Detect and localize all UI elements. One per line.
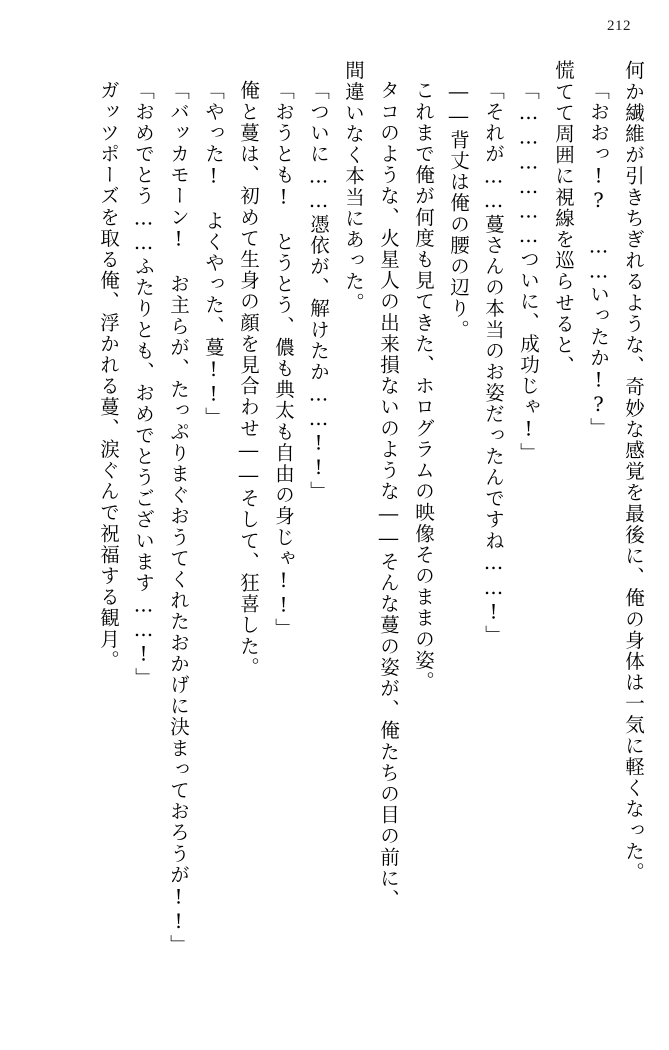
text-column: 「おめでとう……ふたりとも、おめでとうございます……!」 xyxy=(132,80,155,689)
text-column: 「………………ついに、成功じゃ!」 xyxy=(517,80,540,464)
text-column: 「おおっ!? ……いったか!?」 xyxy=(587,80,610,439)
text-column: 間違いなく本当にあった。 xyxy=(342,60,365,314)
vertical-body-text xyxy=(30,60,643,1014)
text-column: 「それが……蔓さんの本当のお姿だったんですね……!」 xyxy=(482,80,505,647)
text-column: これまで俺が何度も見てきた、ホログラムの映像そのままの姿。 xyxy=(412,80,435,692)
text-column: ガッツポーズを取る俺、浮かれる蔓、涙ぐんで祝福する観月。 xyxy=(97,80,120,671)
text-column: ――背丈は俺の腰の辺り。 xyxy=(447,80,470,341)
page-number: 212 xyxy=(607,18,631,34)
text-column: 何か繊維が引きちぎれるような、奇妙な感覚を最後に、俺の身体は一気に軽くなった。 xyxy=(622,60,645,883)
text-column: 慌てて周囲に視線を巡らせると、 xyxy=(552,60,575,377)
text-column: 俺と蔓は、初めて生身の顔を見合わせ――そして、狂喜した。 xyxy=(237,80,260,678)
text-column: 「おうとも! とうとう、儂も典太も自由の身じゃ!!」 xyxy=(272,80,295,640)
text-column: 「バッカモーン! お主らが、たっぷりまぐおうてくれたおかげに決まっておろうが!!」 xyxy=(167,80,190,956)
text-column: 「ついに……憑依が、解けたか……!!」 xyxy=(307,80,330,502)
text-column: タコのような、火星人の出来損ないのような――そんな蔓の姿が、俺たちの目の前に、 xyxy=(377,80,400,910)
text-column: 「やった! よくやった、蔓!!」 xyxy=(202,80,225,429)
